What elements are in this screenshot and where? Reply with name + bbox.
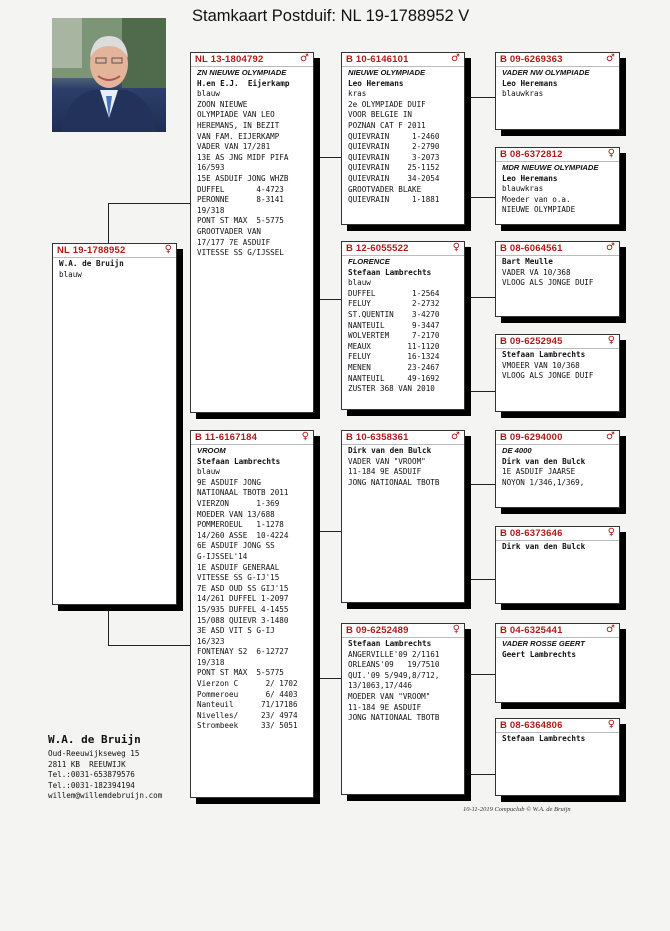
pedigree-line: MOEDER VAN "VROOM": [348, 691, 431, 701]
pedigree-line: 14/261 DUFFEL 1-2097: [197, 594, 289, 604]
pedigree-line: Moeder van o.a.: [502, 194, 571, 204]
breeder-name: Dirk van den Bulck: [502, 456, 586, 466]
pedigree-line: 15E ASDUIF JONG WHZB: [197, 173, 289, 183]
pedigree-line: HEREMANS, IN BEZIT: [197, 120, 280, 130]
pigeon-card-sdd[interactable]: [495, 334, 620, 412]
ring-number: B 11-6167184: [195, 432, 258, 443]
pigeon-lines: [342, 256, 464, 395]
pigeon-nickname: VADER NW OLYMPIADE: [502, 68, 590, 77]
pedigree-line: FELUY 16-1324: [348, 352, 440, 362]
sex-male-icon: ♂: [606, 624, 615, 635]
ring-number: B 08-6064561: [500, 243, 563, 254]
pedigree-line: DUFFEL 4-4723: [197, 184, 284, 194]
ring-number: B 09-6252945: [500, 336, 563, 347]
breeder-name: Dirk van den Bulck: [348, 446, 432, 455]
pedigree-line: PONT ST MAX 5-5775: [197, 668, 284, 678]
pedigree-line: NIEUWE OLYMPIADE: [502, 205, 576, 215]
pedigree-line: ZUSTER 368 VAN 2010: [348, 384, 435, 394]
pedigree-line: 1E ASDUIF GENERAAL: [197, 562, 280, 572]
pigeon-lines: [496, 445, 619, 488]
breeder-name: W.A. de Bruijn: [59, 259, 124, 268]
pigeon-lines: [496, 733, 619, 745]
pedigree-line: OLYMPIADE VAN LEO: [197, 110, 275, 120]
pigeon-card-sss[interactable]: [495, 52, 620, 130]
breeder-name: Stefaan Lambrechts: [348, 267, 432, 277]
pedigree-line: 9E ASDUIF JONG: [197, 477, 262, 487]
pedigree-line: ST.QUENTIN 3-4270: [348, 309, 440, 319]
pedigree-line: blauw: [348, 278, 371, 288]
sex-female-icon: ♀: [607, 335, 615, 346]
pigeon-nickname: VADER ROSSE GEERT: [502, 639, 585, 648]
pedigree-line: WOLVERTEM 7-2170: [348, 331, 440, 341]
pigeon-lines: [191, 67, 313, 259]
pigeon-card-dam[interactable]: [190, 430, 314, 798]
pedigree-line: QUIEVRAIN 34-2054: [348, 173, 440, 183]
pedigree-line: VLOOG ALS JONGE DUIF: [502, 278, 594, 288]
pedigree-line: 15/088 QUIEVR 3-1480: [197, 615, 289, 625]
pedigree-line: ANGERVILLE'09 2/1161: [348, 649, 440, 659]
pedigree-line: PONT ST MAX 5-5775: [197, 216, 284, 226]
pedigree-line: FONTENAY S2 6-12727: [197, 647, 289, 657]
pedigree-line: 7E ASD OUD SS GIJ'15: [197, 583, 289, 593]
pedigree-line: 14/260 ASSE 10-4224: [197, 530, 289, 540]
pedigree-line: QUIEVRAIN 3-2073: [348, 152, 440, 162]
pedigree-line: PERONNE 8-3141: [197, 195, 284, 205]
pedigree-line: VOOR BELGIE IN: [348, 110, 413, 120]
ring-number: B 04-6325441: [500, 625, 563, 636]
pedigree-line: Nivelles/ 23/ 4974: [197, 710, 298, 720]
owner-name: W.A. de Bruijn: [48, 733, 141, 746]
pigeon-card-ddd[interactable]: [495, 718, 620, 796]
ring-number: B 09-6269363: [500, 54, 563, 65]
pigeon-card-dam-sire[interactable]: [341, 430, 465, 603]
pigeon-lines: [496, 349, 619, 382]
pedigree-line: 11-184 9E ASDUIF: [348, 467, 422, 477]
pedigree-line: GROOTVADER VAN: [197, 226, 262, 236]
pedigree-line: blauwkras: [502, 89, 544, 99]
pedigree-line: NATIONAAL TBOTB 2011: [197, 488, 289, 498]
pedigree-line: 19/318: [197, 205, 225, 215]
pedigree-line: NOYON 1/346,1/369,: [502, 477, 585, 487]
page-title: Stamkaart Postduif: NL 19-1788952 V: [192, 7, 470, 25]
pigeon-lines: [496, 67, 619, 100]
connector-ds-parents: [470, 484, 495, 580]
pedigree-line: MENEN 23-2467: [348, 362, 440, 372]
owner-postcode: 2811 KB REEUWIJK: [48, 759, 126, 769]
footer-credit: 10-11-2019 Compuclub © W.A. de Bruijn: [463, 806, 571, 813]
sex-female-icon: ♀: [164, 244, 172, 255]
sex-female-icon: ♀: [607, 719, 615, 730]
pedigree-line: MEAUX 11-1120: [348, 341, 440, 351]
owner-address: Oud-Reeuwijkseweg 15: [48, 749, 140, 758]
sex-male-icon: ♂: [451, 53, 460, 64]
connector-sd-parents: [470, 297, 495, 392]
pedigree-line: ORLEANS'09 19/7510: [348, 660, 440, 670]
pedigree-line: 13E AS JNG MIDF PIFA: [197, 152, 289, 162]
pedigree-line: 19/318: [197, 657, 225, 667]
sex-female-icon: ♀: [452, 624, 460, 635]
pedigree-line: VITESSE SS G-IJ'15: [197, 573, 280, 583]
pedigree-line: 6E ASDUIF JONG SS: [197, 541, 275, 551]
connector-ss-parents: [470, 97, 495, 198]
pedigree-line: QUIEVRAIN 25-1152: [348, 163, 440, 173]
pigeon-lines: [496, 638, 619, 660]
breeder-name: Leo Heremans: [348, 78, 404, 88]
pedigree-line: FELUY 2-2732: [348, 299, 440, 309]
pigeon-nickname: DE 4000: [502, 446, 532, 455]
pigeon-card-main[interactable]: [52, 243, 177, 605]
pedigree-line: VADER VAN "VROOM": [348, 456, 426, 466]
pedigree-line: Vierzon C 2/ 1702: [197, 679, 298, 689]
sex-male-icon: ♂: [451, 431, 460, 442]
pedigree-line: POMMEROEUL 1-1278: [197, 520, 284, 530]
pedigree-line: VADER VAN 17/281: [197, 142, 271, 152]
connector-sire-parents: [315, 157, 341, 300]
breeder-name: Bart Meulle: [502, 257, 553, 266]
pedigree-line: NANTEUIL 49-1692: [348, 373, 440, 383]
owner-email[interactable]: willem@willemdebruijn.com: [48, 791, 163, 801]
breeder-name: Dirk van den Bulck: [502, 542, 586, 551]
pedigree-line: QUIEVRAIN 2-2790: [348, 142, 440, 152]
pigeon-card-sds[interactable]: [495, 241, 620, 317]
pedigree-line: VLOOG ALS JONGE DUIF: [502, 371, 594, 381]
ring-number: B 08-6373646: [500, 528, 563, 539]
breeder-name: Leo Heremans: [502, 173, 558, 183]
pedigree-line: VIERZON 1-369: [197, 498, 280, 508]
pedigree-line: blauw: [197, 89, 220, 99]
pedigree-line: GROOTVADER BLAKE: [348, 184, 422, 194]
pedigree-line: VADER VA 10/368: [502, 267, 571, 277]
pigeon-nickname: NIEUWE OLYMPIADE: [348, 68, 426, 77]
sex-male-icon: ♂: [606, 431, 615, 442]
owner-phone: Tel.:0031-653879576: [48, 770, 135, 780]
pedigree-line: QUIEVRAIN 1-2460: [348, 131, 440, 141]
owner-photo: [52, 18, 166, 132]
pigeon-nickname: MDR NIEUWE OLYMPIADE: [502, 163, 599, 172]
ring-number: B 09-6252489: [346, 625, 409, 636]
ring-number: B 10-6146101: [346, 54, 409, 65]
pedigree-line: 16/323: [197, 636, 225, 646]
pigeon-lines: [342, 67, 464, 206]
pedigree-line: VITESSE SS G/IJSSEL: [197, 248, 284, 258]
pigeon-lines: [496, 162, 619, 216]
pedigree-line: kras: [348, 89, 367, 99]
pedigree-line: QUIEVRAIN 1-1881: [348, 195, 440, 205]
pedigree-line: JONG NATIONAAL TBOTB: [348, 477, 440, 487]
ring-number: NL 19-1788952: [57, 245, 126, 256]
pigeon-lines: [191, 445, 313, 732]
pedigree-line: blauw: [59, 269, 82, 279]
pedigree-line: 13/1063,17/446: [348, 681, 413, 691]
pigeon-lines: [53, 258, 176, 280]
pedigree-line: blauwkras: [502, 184, 544, 194]
pedigree-line: VAN FAM. EIJERKAMP: [197, 131, 280, 141]
pigeon-lines: [496, 541, 619, 553]
pedigree-line: 1E ASDUIF JAARSE: [502, 467, 576, 477]
pedigree-line: Pommeroeu 6/ 4403: [197, 689, 298, 699]
pedigree-line: NANTEUIL 9-3447: [348, 320, 440, 330]
sex-male-icon: ♂: [606, 242, 615, 253]
pedigree-line: G-IJSSEL'14: [197, 551, 248, 561]
sex-female-icon: ♀: [301, 431, 309, 442]
pigeon-lines: [342, 638, 464, 724]
connector-dam-parents: [315, 531, 341, 679]
pedigree-line: 17/177 7E ASDUIF: [197, 237, 271, 247]
pigeon-card-dds[interactable]: [495, 623, 620, 703]
breeder-name: Leo Heremans: [502, 78, 558, 88]
pedigree-line: 15/935 DUFFEL 4-1455: [197, 604, 289, 614]
breeder-name: H.en E.J. Eijerkamp: [197, 78, 290, 88]
owner-block: [48, 733, 162, 802]
ring-number: B 09-6294000: [500, 432, 563, 443]
pedigree-line: 2e OLYMPIADE DUIF: [348, 99, 426, 109]
pedigree-line: blauw: [197, 467, 220, 477]
owner-phone-2: Tel.:0031-182394194: [48, 780, 135, 790]
connector-dd-parents: [470, 674, 495, 775]
sex-female-icon: ♀: [607, 527, 615, 538]
breeder-name: Geert Lambrechts: [502, 649, 577, 659]
pedigree-line: MOEDER VAN 13/688: [197, 509, 275, 519]
pigeon-nickname: VROOM: [197, 446, 226, 455]
ring-number: B 08-6372812: [500, 149, 563, 160]
pigeon-lines: [496, 256, 619, 289]
pigeon-lines: [342, 445, 464, 488]
pedigree-line: Strombeek 33/ 5051: [197, 721, 298, 731]
pedigree-line: VMOEER VAN 10/368: [502, 360, 580, 370]
pigeon-card-sire-sire[interactable]: [341, 52, 465, 225]
pedigree-line: JONG NATIONAAL TBOTB: [348, 713, 440, 723]
pedigree-line: DUFFEL 1-2564: [348, 288, 440, 298]
pigeon-nickname: FLORENCE: [348, 257, 390, 266]
breeder-name: Stefaan Lambrechts: [502, 734, 586, 743]
pedigree-line: 3E ASD VIT S G-IJ: [197, 626, 275, 636]
pigeon-card-sire[interactable]: [190, 52, 314, 413]
pedigree-line: 16/593: [197, 163, 225, 173]
pedigree-line: ZOON NIEUWE: [197, 99, 248, 109]
pigeon-card-dss[interactable]: [495, 430, 620, 508]
ring-number: B 08-6364806: [500, 720, 563, 731]
ring-number: B 12-6055522: [346, 243, 409, 254]
sex-male-icon: ♂: [300, 53, 309, 64]
breeder-name: Stefaan Lambrechts: [502, 350, 586, 359]
pigeon-card-sire-dam[interactable]: [341, 241, 465, 410]
pedigree-line: 11-184 9E ASDUIF: [348, 702, 422, 712]
breeder-name: Stefaan Lambrechts: [348, 639, 432, 648]
pigeon-card-ssd[interactable]: [495, 147, 620, 225]
sex-female-icon: ♀: [607, 148, 615, 159]
pedigree-line: QUI.'09 5/949,8/712,: [348, 670, 440, 680]
sex-male-icon: ♂: [606, 53, 615, 64]
ring-number: NL 13-1804792: [195, 54, 264, 65]
pedigree-line: POZNAN CAT F 2011: [348, 120, 426, 130]
sex-female-icon: ♀: [452, 242, 460, 253]
pedigree-line: Nanteuil 71/17186: [197, 700, 298, 710]
breeder-name: Stefaan Lambrechts: [197, 456, 281, 466]
pigeon-card-dam-dam[interactable]: [341, 623, 465, 795]
pigeon-card-dsd[interactable]: [495, 526, 620, 604]
ring-number: B 10-6358361: [346, 432, 409, 443]
pigeon-nickname: ZN NIEUWE OLYMPIADE: [197, 68, 287, 77]
